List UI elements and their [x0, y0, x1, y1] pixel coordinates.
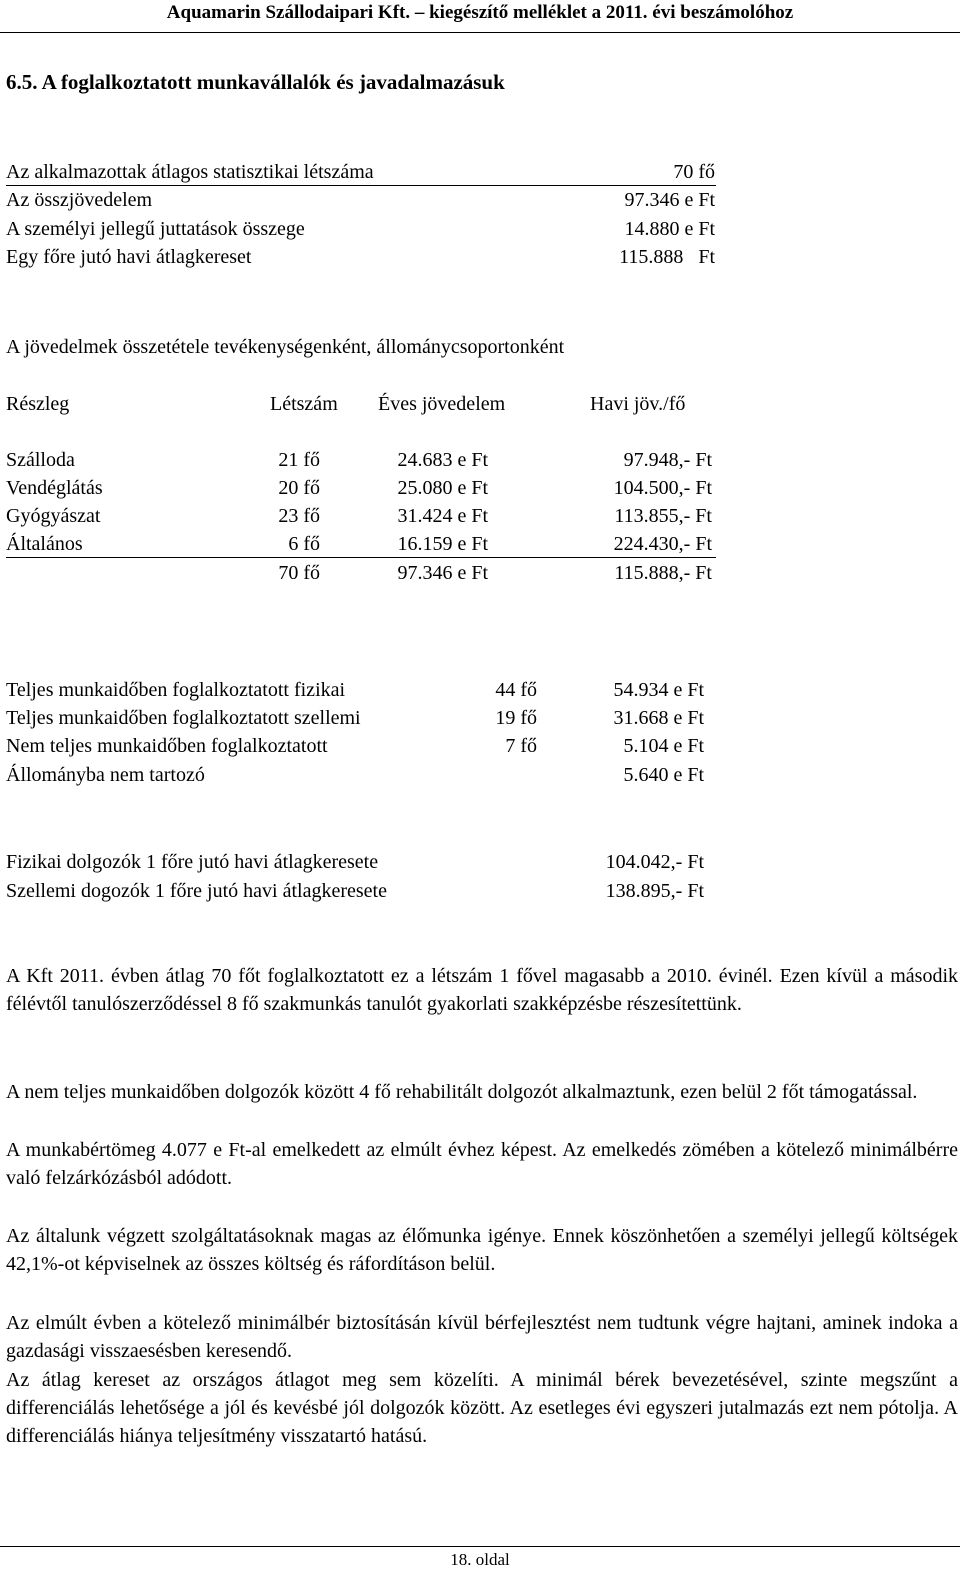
table-cell-count: 23 fő: [278, 505, 320, 527]
column-header: Részleg: [6, 393, 70, 415]
employment-label: Teljes munkaidőben foglalkoztatott szellemi: [6, 707, 361, 729]
paragraph: A Kft 2011. évben átlag 70 főt foglalkoztatott ez a létszám 1 fővel magasabb a 2010. évinél. Ezen kívül a második félévtől tanulószerződéssel 8 fő szakmunkás tanulót gyakorlati szakképzésbe részesítettünk.: [6, 965, 958, 1016]
table-cell-annual: 31.424 e Ft: [397, 505, 488, 527]
table-total-monthly: 115.888,- Ft: [614, 562, 712, 584]
income-heading: A jövedelmek összetétele tevékenységenként, állománycsoportonként: [6, 336, 565, 358]
average-value: 138.895,- Ft: [605, 880, 704, 902]
header-rule: [0, 32, 960, 33]
paragraph: Az átlag kereset az országos átlagot meg sem közelíti. A minimál bérek bevezetésével, szinte megszűnt a differenciálás lehetősége a jól és kevésbé jól dolgozók között. Az esetleges évi egyszeri jutalmazás ezt nem pótolja. A differenciálás hiánya teljesítmény visszatartó hatású.: [6, 1369, 958, 1448]
summary-value: 14.880 e Ft: [624, 218, 715, 240]
column-header: Havi jöv./fő: [590, 393, 686, 415]
table-cell-dept: Általános: [6, 533, 83, 555]
table-cell-monthly: 224.430,- Ft: [613, 533, 712, 555]
footer-rule: [0, 1546, 960, 1547]
average-label: Szellemi dogozók 1 főre jutó havi átlagkeresete: [6, 880, 387, 902]
employment-count: 19 fő: [495, 707, 537, 729]
summary-label: Az alkalmazottak átlagos statisztikai létszáma: [6, 161, 374, 183]
employment-label: Állományba nem tartozó: [6, 764, 205, 786]
employment-amount: 5.640 e Ft: [623, 764, 704, 786]
employment-amount: 5.104 e Ft: [623, 735, 704, 757]
employment-count: 7 fő: [505, 735, 537, 757]
page-number: 18. oldal: [450, 1550, 510, 1569]
table-cell-monthly: 104.500,- Ft: [613, 477, 712, 499]
summary-label: A személyi jellegű juttatások összege: [6, 218, 305, 240]
employment-label: Teljes munkaidőben foglalkoztatott fizikai: [6, 679, 346, 701]
table-cell-dept: Vendéglátás: [6, 477, 103, 499]
table-cell-dept: Szálloda: [6, 449, 75, 471]
paragraph: Az általunk végzett szolgáltatásoknak magas az élőmunka igénye. Ennek köszönhetően a személyi jellegű költségek 42,1%-ot képviselnek az összes költség és ráfordításon belül.: [6, 1225, 958, 1276]
table-cell-annual: 25.080 e Ft: [397, 477, 488, 499]
table-cell-dept: Gyógyászat: [6, 505, 101, 527]
employment-amount: 31.668 e Ft: [613, 707, 704, 729]
table-cell-monthly: 113.855,- Ft: [614, 505, 712, 527]
summary-value: 115.888 Ft: [619, 246, 715, 268]
summary-value: 97.346 e Ft: [624, 189, 715, 211]
column-header: Létszám: [270, 393, 338, 415]
table-total-count: 70 fő: [278, 562, 320, 584]
table-cell-count: 21 fő: [278, 449, 320, 471]
summary-label: Egy főre jutó havi átlagkereset: [6, 246, 252, 268]
table-cell-count: 6 fő: [288, 533, 320, 555]
section-title: 6.5. A foglalkoztatott munkavállalók és javadalmazásuk: [6, 70, 505, 94]
employment-label: Nem teljes munkaidőben foglalkoztatott: [6, 735, 328, 757]
table-total-rule: [6, 557, 716, 558]
paragraph: Az elmúlt évben a kötelező minimálbér biztosításán kívül bérfejlesztést nem tudtunk végre hajtani, aminek indoka a gazdasági visszaesésben keresendő.: [6, 1312, 958, 1363]
paragraph: A nem teljes munkaidőben dolgozók között 4 fő rehabilitált dolgozót alkalmaztunk, ezen belül 2 főt támogatással.: [6, 1081, 918, 1103]
document-header: Aquamarin Szállodaipari Kft. – kiegészítő melléklet a 2011. évi beszámolóhoz: [166, 2, 794, 23]
table-total-annual: 97.346 e Ft: [397, 562, 488, 584]
column-header: Éves jövedelem: [378, 393, 506, 415]
table-cell-annual: 24.683 e Ft: [397, 449, 488, 471]
table-cell-count: 20 fő: [278, 477, 320, 499]
employment-amount: 54.934 e Ft: [613, 679, 704, 701]
paragraph: A munkabértömeg 4.077 e Ft-al emelkedett az elmúlt évhez képest. Az emelkedés zömében a kötelező minimálbérre való felzárkózásból adódott.: [6, 1139, 958, 1190]
summary-value: 70 fő: [673, 161, 715, 183]
employment-count: 44 fő: [495, 679, 537, 701]
average-value: 104.042,- Ft: [605, 851, 704, 873]
summary-label: Az összjövedelem: [6, 189, 153, 211]
average-label: Fizikai dolgozók 1 főre jutó havi átlagkeresete: [6, 851, 379, 873]
table-cell-monthly: 97.948,- Ft: [623, 449, 712, 471]
table-cell-annual: 16.159 e Ft: [397, 533, 488, 555]
